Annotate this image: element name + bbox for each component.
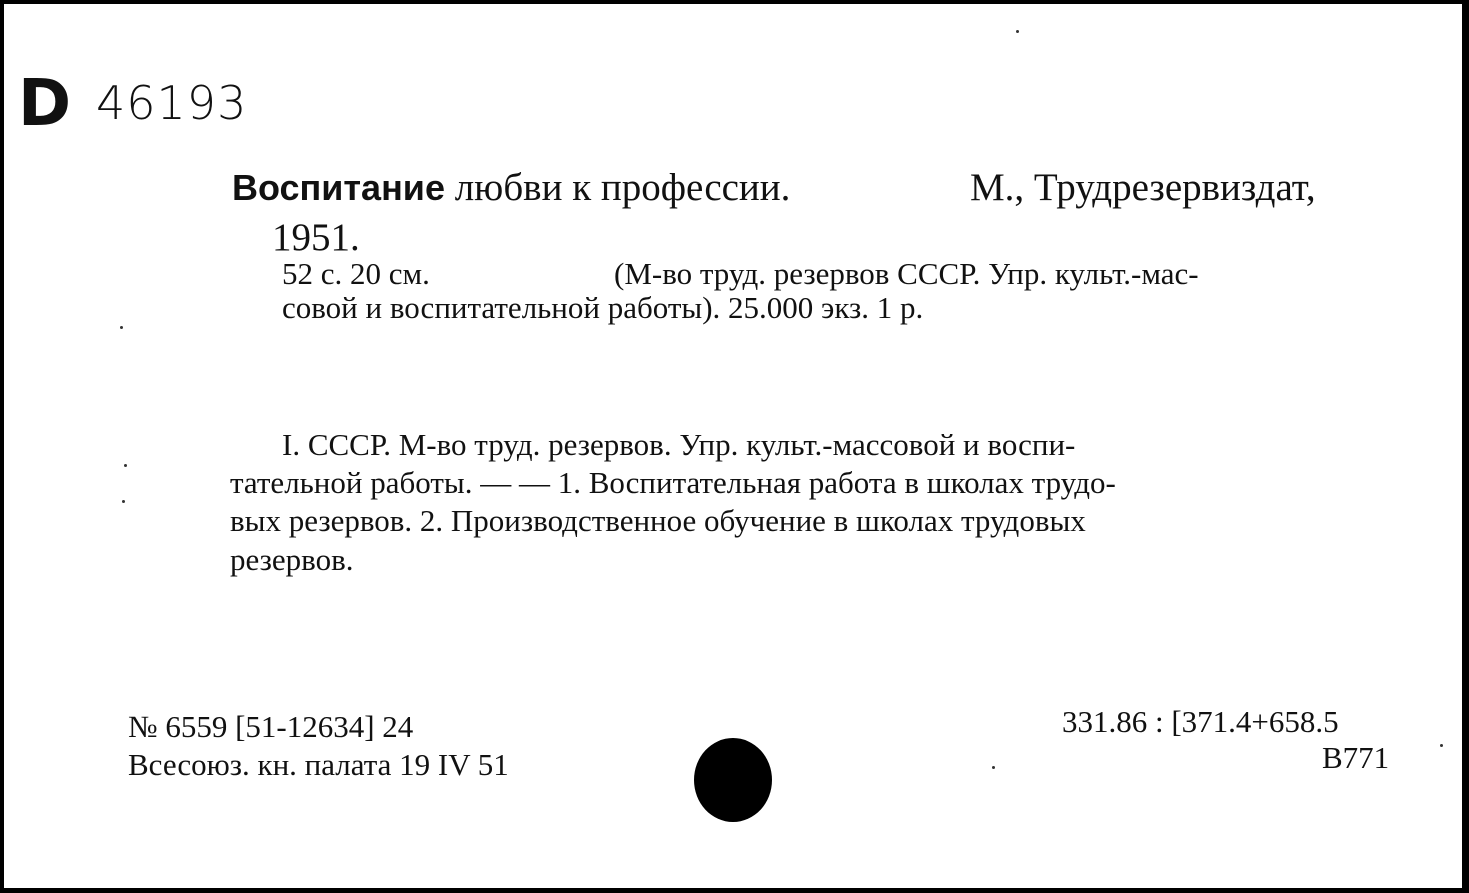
call-letter: D — [18, 67, 68, 141]
title-bold-word: Воспитание — [232, 167, 445, 208]
title-rest: любви к профессии. — [444, 166, 791, 209]
card-number: № 6559 [51-12634] 24 — [128, 709, 414, 744]
collation-series-cont: совой и воспитательной работы). 25.000 экз. 1 р. — [282, 290, 924, 325]
book-chamber: Всесоюз. кн. палата 19 IV 51 — [128, 747, 509, 782]
collation-pages-size: 52 с. 20 см. — [282, 256, 430, 291]
dust-speck — [1016, 30, 1019, 33]
subject-note-line-1: I. СССР. М-во труд. резервов. Упр. культ.-массовой и воспи- — [282, 427, 1076, 462]
punch-hole — [694, 738, 772, 822]
dust-speck — [120, 326, 123, 329]
book-title — [232, 168, 790, 207]
catalog-card — [4, 4, 1462, 888]
dust-speck — [992, 766, 995, 769]
dust-speck — [1440, 744, 1443, 747]
collation-series: (М-во труд. резервов СССР. Упр. культ.-мас- — [614, 256, 1199, 291]
subject-note-line-3: вых резервов. 2. Производственное обучение в школах трудовых — [230, 503, 1086, 538]
publisher: М., Трудрезервиздат, — [970, 166, 1316, 209]
dust-speck — [124, 464, 127, 467]
publication-year: 1951. — [272, 216, 360, 259]
author-code: В771 — [1322, 740, 1390, 775]
subject-note-line-4: резервов. — [230, 542, 354, 577]
classification-index: 331.86 : [371.4+658.5 — [1062, 704, 1339, 739]
subject-note-line-2: тательной работы. — — 1. Воспитательная работа в школах трудо- — [230, 465, 1116, 500]
call-number: 46193 — [96, 76, 248, 130]
dust-speck — [122, 500, 125, 503]
